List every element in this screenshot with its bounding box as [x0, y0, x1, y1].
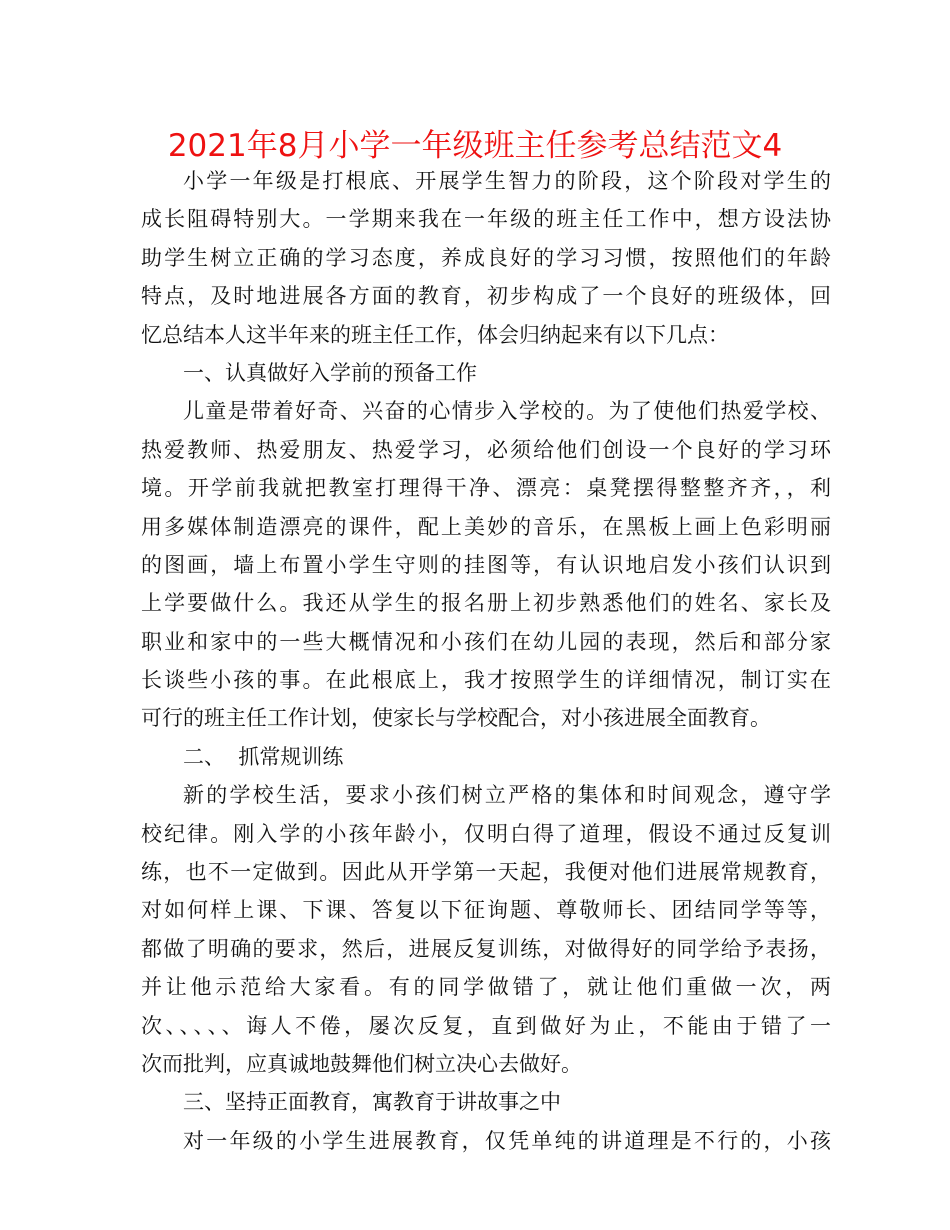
paragraph-line: 练，也不一定做到。因此从开学第一天起，我便对他们进展常规教育， [141, 860, 831, 885]
paragraph-line: 上学要做什么。我还从学生的报名册上初步熟悉他们的姓名、家长及 [141, 591, 831, 616]
section-heading: 二、 抓常规训练 [183, 744, 344, 769]
section-heading: 一、认真做好入学前的预备工作 [183, 360, 477, 385]
paragraph-line: 境。开学前我就把教室打理得干净、漂亮：桌凳摆得整整齐齐，，利 [141, 476, 831, 501]
paragraph-line: 助学生树立正确的学习态度，养成良好的学习习惯，按照他们的年龄 [141, 245, 831, 270]
paragraph-line: 特点，及时地进展各方面的教育，初步构成了一个良好的班级体，回 [141, 284, 831, 309]
paragraph-line: 可行的班主任工作计划，使家长与学校配合，对小孩进展全面教育。 [141, 706, 771, 731]
paragraph-line: 次而批判，应真诚地鼓舞他们树立决心去做好。 [141, 1051, 582, 1076]
paragraph-line: 对一年级的小学生进展教育，仅凭单纯的讲道理是不行的，小孩 [183, 1128, 831, 1153]
paragraph-line: 用多媒体制造漂亮的课件，配上美妙的音乐，在黑板上画上色彩明丽 [141, 514, 831, 539]
paragraph-line: 都做了明确的要求，然后，进展反复训练，对做得好的同学给予表扬， [141, 936, 831, 961]
paragraph-line: 儿童是带着好奇、兴奋的心情步入学校的。为了使他们热爱学校、 [183, 399, 831, 424]
paragraph-line: 次、、、、、诲人不倦，屡次反复，直到做好为止，不能由于错了一 [141, 1013, 831, 1038]
paragraph-line: 热爱教师、热爱朋友、热爱学习，必须给他们创设一个良好的学习环 [141, 437, 831, 462]
paragraph-line: 新的学校生活，要求小孩们树立严格的集体和时间观念，遵守学 [183, 783, 831, 808]
document-title: 2021年8月小学一年级班主任参考总结范文4 [167, 128, 783, 164]
document-body [141, 162, 831, 1160]
paragraph-line: 并让他示范给大家看。有的同学做错了，就让他们重做一次，两 [141, 975, 831, 1000]
paragraph-line: 职业和家中的一些大概情况和小孩们在幼儿园的表现，然后和部分家 [141, 629, 831, 654]
paragraph-line: 忆总结本人这半年来的班主任工作，体会归纳起来有以下几点： [141, 322, 729, 347]
section-heading: 三、坚持正面教育，寓教育于讲故事之中 [183, 1090, 561, 1115]
paragraph-line: 长谈些小孩的事。在此根底上，我才按照学生的详细情况，制订实在 [141, 668, 831, 693]
paragraph-line: 校纪律。刚入学的小孩年龄小，仅明白得了道理，假设不通过反复训 [141, 821, 831, 846]
paragraph-line: 成长阻碍特别大。一学期来我在一年级的班主任工作中，想方设法协 [141, 207, 831, 232]
paragraph-line: 小学一年级是打根底、开展学生智力的阶段，这个阶段对学生的 [183, 169, 831, 193]
paragraph-line: 的图画，墙上布置小学生守则的挂图等，有认识地启发小孩们认识到 [141, 552, 831, 577]
paragraph-line: 对如何样上课、下课、答复以下征询题、尊敬师长、团结同学等等， [141, 898, 831, 923]
